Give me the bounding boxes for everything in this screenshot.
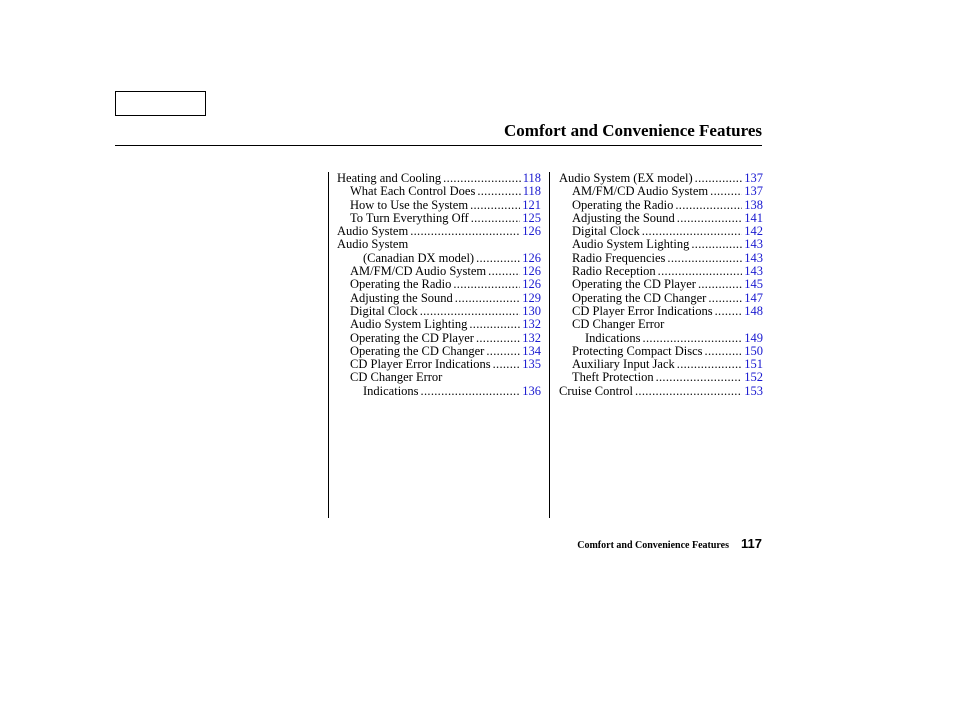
- toc-leader-dots: [635, 385, 742, 398]
- toc-leader-dots: [493, 358, 521, 371]
- toc-page-link[interactable]: 151: [744, 357, 763, 372]
- toc-leader-dots: [486, 345, 520, 358]
- toc-page-link[interactable]: 148: [744, 303, 763, 318]
- column-divider-left: [328, 172, 329, 518]
- toc-entry[interactable]: [337, 332, 541, 345]
- toc-entry[interactable]: [337, 345, 541, 358]
- page-number: 117: [741, 536, 762, 551]
- toc-entry-label: Heating and Cooling: [337, 171, 442, 185]
- toc-entry-label: Cruise Control: [559, 383, 633, 398]
- toc-page-link[interactable]: 129: [522, 290, 541, 305]
- toc-entry-label: Radio Frequencies: [572, 250, 666, 265]
- toc-page-link[interactable]: 132: [522, 330, 541, 345]
- toc-entry-label: Digital Clock: [572, 224, 640, 239]
- toc-entry-label: CD Player Error Indications: [350, 357, 491, 372]
- toc-leader-dots: [708, 292, 742, 305]
- toc-entry[interactable]: [337, 358, 541, 371]
- toc-entry[interactable]: [337, 225, 541, 238]
- toc-entry[interactable]: [559, 199, 763, 212]
- toc-column-left: [337, 172, 541, 398]
- toc-entry[interactable]: [337, 318, 541, 331]
- toc-leader-dots: [677, 358, 742, 371]
- toc-page-link[interactable]: 153: [744, 383, 763, 398]
- toc-leader-dots: [705, 345, 743, 358]
- toc-entry-label: Indications: [363, 383, 419, 398]
- toc-entry-label: Digital Clock: [350, 303, 418, 318]
- toc-entry[interactable]: [337, 252, 541, 265]
- toc-leader-dots: [677, 212, 742, 225]
- toc-entry-label: Radio Reception: [572, 264, 656, 279]
- toc-entry-label: Indications: [585, 330, 641, 345]
- toc-page-link[interactable]: 125: [522, 210, 541, 225]
- toc-leader-dots: [421, 385, 521, 398]
- toc-column-right: [559, 172, 763, 398]
- toc-entry[interactable]: [337, 292, 541, 305]
- toc-entry-label: Audio System Lighting: [572, 237, 690, 252]
- toc-page-link[interactable]: 118: [522, 171, 541, 185]
- toc-entry[interactable]: [559, 172, 763, 185]
- toc-page-link[interactable]: 143: [744, 237, 763, 252]
- toc-leader-dots: [691, 238, 742, 251]
- toc-entry-label: CD Changer Error: [572, 317, 665, 332]
- toc-entry-label: Operating the Radio: [572, 197, 674, 212]
- toc-leader-dots: [675, 199, 742, 212]
- toc-entry[interactable]: [337, 199, 541, 212]
- toc-entry[interactable]: [559, 345, 763, 358]
- toc-leader-dots: [476, 332, 520, 345]
- toc-leader-dots: [658, 265, 743, 278]
- toc-entry[interactable]: [559, 332, 763, 345]
- toc-entry-label: Audio System: [337, 237, 409, 252]
- toc-page-link[interactable]: 126: [522, 277, 541, 292]
- toc-leader-dots: [698, 278, 742, 291]
- toc-entry-label: (Canadian DX model): [363, 250, 475, 265]
- toc-entry: [337, 238, 541, 251]
- toc-leader-dots: [476, 252, 520, 265]
- toc-entry[interactable]: [559, 358, 763, 371]
- toc-entry-label: Theft Protection: [572, 370, 654, 385]
- footer-section-label: Comfort and Convenience Features: [577, 540, 729, 551]
- toc-entry[interactable]: [337, 305, 541, 318]
- toc-leader-dots: [710, 185, 742, 198]
- toc-entry: [559, 318, 763, 331]
- toc-entry[interactable]: [337, 278, 541, 291]
- toc-entry-label: Auxiliary Input Jack: [572, 357, 675, 372]
- toc-page-link[interactable]: 143: [744, 264, 763, 279]
- toc-entry-label: Audio System Lighting: [350, 317, 468, 332]
- toc-page-link[interactable]: 142: [744, 224, 763, 239]
- toc-page-link[interactable]: 126: [522, 250, 541, 265]
- toc-page-link[interactable]: 138: [744, 197, 763, 212]
- toc-entry[interactable]: [559, 305, 763, 318]
- toc-entry[interactable]: [559, 278, 763, 291]
- toc-page-link[interactable]: 137: [744, 171, 763, 185]
- toc-entry-label: Audio System: [337, 224, 409, 239]
- toc-entry-label: How to Use the System: [350, 197, 469, 212]
- toc-page-link[interactable]: 147: [744, 290, 763, 305]
- toc-entry[interactable]: [337, 265, 541, 278]
- toc-leader-dots: [642, 225, 743, 238]
- toc-entry-label: Operating the CD Changer: [572, 290, 707, 305]
- toc-entry[interactable]: [337, 212, 541, 225]
- toc-leader-dots: [471, 212, 521, 225]
- toc-entry: [337, 371, 541, 384]
- toc-entry-label: Adjusting the Sound: [350, 290, 453, 305]
- page-title: Comfort and Convenience Features: [504, 121, 762, 140]
- header-rule: [115, 145, 762, 146]
- toc-entry-label: CD Changer Error: [350, 370, 443, 385]
- toc-leader-dots: [715, 305, 743, 318]
- toc-entry[interactable]: [559, 238, 763, 251]
- toc-leader-dots: [667, 252, 742, 265]
- toc-page-link[interactable]: 135: [522, 357, 541, 372]
- toc-page-link[interactable]: 137: [744, 184, 763, 199]
- toc-entry[interactable]: [559, 252, 763, 265]
- toc-entry[interactable]: [559, 225, 763, 238]
- toc-entry[interactable]: [337, 185, 541, 198]
- toc-leader-dots: [455, 292, 520, 305]
- toc-entry-label: Adjusting the Sound: [572, 210, 675, 225]
- toc-page-link[interactable]: 134: [522, 343, 541, 358]
- toc-entry-label: AM/FM/CD Audio System: [350, 264, 487, 279]
- column-divider-middle: [549, 172, 550, 518]
- toc-page-link[interactable]: 130: [522, 303, 541, 318]
- toc-leader-dots: [643, 332, 743, 345]
- toc-entry-label: Operating the CD Player: [572, 277, 696, 292]
- toc-leader-dots: [410, 225, 520, 238]
- toc-page-link[interactable]: 152: [744, 370, 763, 385]
- toc-leader-dots: [470, 199, 520, 212]
- toc-entry[interactable]: [559, 212, 763, 225]
- toc-leader-dots: [453, 278, 520, 291]
- toc-page-link[interactable]: 118: [522, 184, 541, 199]
- toc-page-link[interactable]: 143: [744, 250, 763, 265]
- toc-page-link[interactable]: 145: [744, 277, 763, 292]
- toc-leader-dots: [488, 265, 520, 278]
- toc-entry[interactable]: [559, 265, 763, 278]
- toc-entry-label: Operating the CD Player: [350, 330, 474, 345]
- toc-entry[interactable]: [337, 172, 541, 185]
- toc-entry-label: CD Player Error Indications: [572, 303, 713, 318]
- toc-leader-dots: [469, 318, 520, 331]
- toc-page-link[interactable]: 121: [522, 197, 541, 212]
- toc-page-link[interactable]: 150: [744, 343, 763, 358]
- toc-page-link[interactable]: 126: [522, 224, 541, 239]
- toc-page-link[interactable]: 136: [522, 383, 541, 398]
- toc-entry-label: AM/FM/CD Audio System: [572, 184, 709, 199]
- toc-page-link[interactable]: 141: [744, 210, 763, 225]
- toc-leader-dots: [420, 305, 521, 318]
- toc-entry[interactable]: [559, 292, 763, 305]
- toc-entry[interactable]: [559, 385, 763, 398]
- toc-entry-label: Operating the Radio: [350, 277, 452, 292]
- toc-leader-dots: [443, 172, 521, 185]
- toc-leader-dots: [695, 172, 743, 185]
- toc-entry-label: Operating the CD Changer: [350, 343, 485, 358]
- toc-leader-dots: [656, 371, 743, 384]
- toc-leader-dots: [477, 185, 520, 198]
- section-tab-box: [115, 91, 206, 116]
- toc-entry[interactable]: [559, 185, 763, 198]
- toc-entry[interactable]: [559, 371, 763, 384]
- toc-page-link[interactable]: 126: [522, 264, 541, 279]
- toc-entry-label: What Each Control Does: [350, 184, 476, 199]
- toc-entry-label: Audio System (EX model): [559, 171, 693, 185]
- toc-entry-label: Protecting Compact Discs: [572, 343, 703, 358]
- toc-entry-label: To Turn Everything Off: [350, 210, 469, 225]
- toc-page-link[interactable]: 149: [744, 330, 763, 345]
- toc-page-link[interactable]: 132: [522, 317, 541, 332]
- toc-entry[interactable]: [337, 385, 541, 398]
